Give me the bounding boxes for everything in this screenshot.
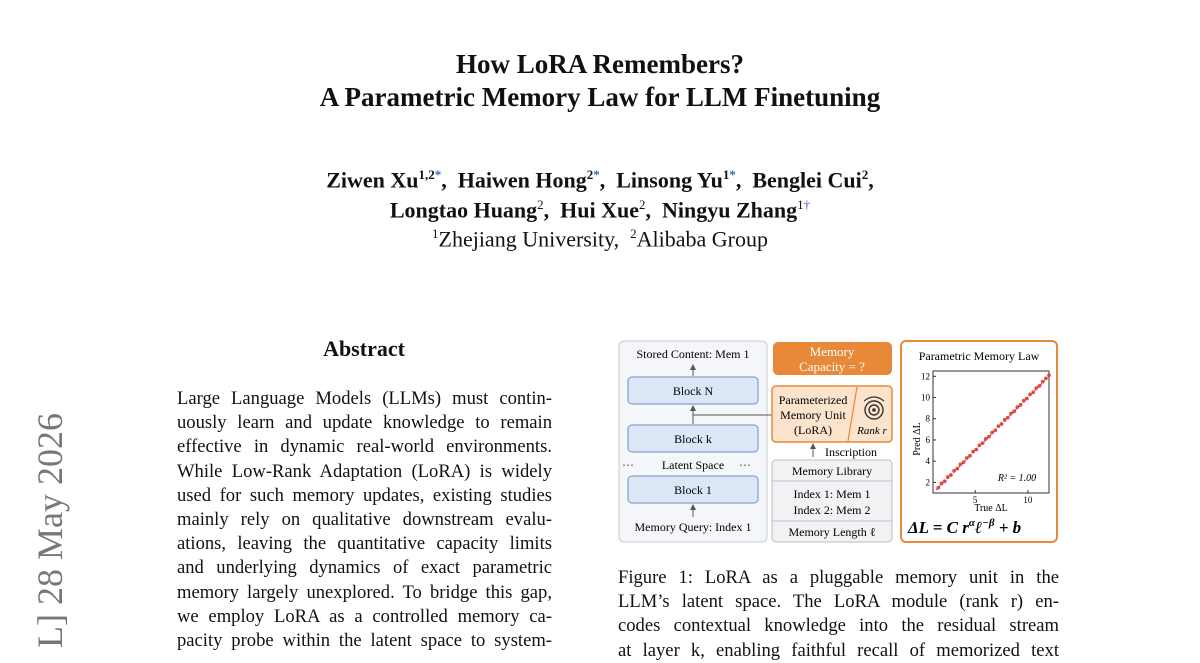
scatter-point — [1041, 380, 1045, 384]
memory-library-label: Memory Library — [791, 464, 873, 478]
lora-unit-line1: Parameterized — [778, 393, 848, 407]
author-name: Longtao Huang — [389, 197, 538, 223]
stored-content-label: Stored Content: Mem 1 — [636, 347, 750, 361]
scatter-point — [965, 456, 969, 460]
author-name: Linsong Yu — [616, 167, 723, 193]
scatter-point — [1006, 416, 1010, 420]
author-name: Benglei Cui — [752, 167, 862, 193]
scatter-point — [1034, 386, 1038, 390]
index-2-entry: Index 2: Mem 2 — [793, 503, 871, 517]
author-line-1: Ziwen $Xu^{1,2*}$, Haiwen Hong$^{2*}$, Linsong $Yu^{1*}$, Benglei Cui$^2$, — [326, 167, 874, 193]
scatter-point — [940, 482, 944, 486]
scatter-point — [1044, 377, 1048, 381]
scatter-point — [968, 454, 972, 458]
formula-main: ΔL = C r — [908, 518, 969, 537]
author-name: Ningyu Zhang — [662, 197, 798, 223]
affil-sup: 2 — [630, 226, 637, 241]
scatter-point — [993, 429, 997, 433]
scatter-point — [1019, 403, 1023, 407]
author-mark: * — [729, 167, 736, 182]
y-tick-label: 10 — [921, 392, 930, 403]
scatter-point — [987, 435, 991, 439]
memory-law-formula — [907, 517, 1021, 537]
block-n-label: Block N — [672, 384, 714, 398]
scatter-point — [1025, 397, 1029, 401]
author-mark: * — [593, 167, 600, 182]
memory-law-plot — [912, 371, 1051, 514]
scatter-point — [996, 424, 1000, 428]
scatter-point — [1003, 418, 1007, 422]
scatter-point — [936, 486, 940, 490]
paper-title-line-2: A Parametric Memory Law for LLM Finetuning — [319, 82, 881, 112]
inscription-label: Inscription — [825, 445, 877, 459]
lora-unit-line2: Memory Unit — [780, 408, 846, 422]
scatter-point — [962, 460, 966, 464]
caption-line: at layer k, enabling faithful recall of memorized text — [618, 639, 1059, 661]
abstract-line: While Low-Rank Adaptation (LoRA) is widely — [177, 460, 552, 482]
affil-sup: 1 — [432, 226, 439, 241]
latent-space-label: Latent Space — [661, 458, 725, 472]
formula-alpha: α — [968, 517, 975, 529]
scatter-point — [1012, 409, 1016, 413]
scatter-point — [1047, 373, 1051, 377]
formula-beta: −β — [982, 517, 995, 529]
abstract-heading: Abstract — [323, 336, 405, 361]
affiliation-1: Zhejiang University, — [438, 226, 620, 252]
abstract-line: uously learn and update knowledge to remain — [177, 412, 552, 434]
abstract-line: memory largely unexplored. To bridge this gap, — [177, 581, 552, 603]
ellipsis-right: ⋯ — [739, 458, 751, 472]
scatter-point — [955, 467, 959, 471]
author-affil-sup: 2 — [639, 197, 646, 212]
scatter-point — [1015, 405, 1019, 409]
memory-law-title: Parametric Memory Law — [918, 349, 1040, 363]
abstract-line: mainly rely on qualitative downstream evalu- — [177, 509, 552, 531]
author-affil-sup: 1 — [797, 197, 804, 212]
memory-capacity-line2: Capacity = ? — [799, 359, 865, 374]
author-affil-sup: 1 — [722, 167, 730, 182]
scatter-point — [984, 437, 988, 441]
scatter-point — [1038, 384, 1042, 388]
author-affil-sup: 2 — [586, 167, 594, 182]
scatter-point — [949, 473, 953, 477]
caption-line: LLM’s latent space. The LoRA module (rank r) en- — [618, 591, 1059, 613]
formula-ell: ℓ — [974, 518, 983, 537]
y-tick-label: 4 — [925, 456, 930, 467]
r-squared-annotation: R² = 1.00 — [997, 473, 1037, 484]
y-axis-label: Pred ΔL — [912, 422, 923, 456]
scatter-point — [1000, 422, 1004, 426]
scatter-point — [981, 441, 985, 445]
scatter-point — [1022, 399, 1026, 403]
formula-b: + b — [994, 518, 1022, 537]
affiliations — [0, 219, 1200, 254]
author-mark: * — [434, 167, 442, 182]
scatter-point — [952, 469, 956, 473]
abstract-line: pacity probe within the latent space to system- — [177, 630, 552, 652]
formula-text — [907, 517, 1021, 537]
ellipsis-left: ⋯ — [622, 458, 634, 472]
y-tick-label: 8 — [925, 413, 930, 424]
author-affil-sup: 1,2 — [418, 167, 435, 182]
abstract-line: effective in dynamic real-world environments. — [177, 436, 552, 458]
scatter-point — [1028, 392, 1032, 396]
memory-query-label: Memory Query: Index 1 — [634, 520, 752, 534]
abstract-line: and underlying dynamics of exact parametric — [177, 557, 552, 579]
author-affil-sup: 2 — [861, 167, 869, 182]
block-1-label: Block 1 — [674, 483, 712, 497]
abstract-line: used for such memory updates, existing studies — [177, 484, 552, 506]
x-tick-label: 10 — [1023, 495, 1033, 505]
block-k-label: Block k — [674, 432, 712, 446]
index-1-entry: Index 1: Mem 1 — [793, 487, 871, 501]
memory-capacity-line1: Memory — [809, 344, 855, 359]
scatter-point — [974, 448, 978, 452]
abstract-line: we employ LoRA as a controlled memory ca- — [177, 605, 552, 627]
figure-1 — [617, 339, 1059, 546]
scatter-point — [1009, 412, 1013, 416]
author-affil-sup: 2 — [537, 197, 544, 212]
author-name: Haiwen Hong — [457, 167, 587, 193]
author-name: Ziwen Xu — [326, 167, 419, 193]
caption-line: Figure 1: LoRA as a pluggable memory unit in the — [618, 567, 1059, 588]
author-mark: † — [803, 197, 811, 212]
y-tick-label: 12 — [921, 371, 930, 382]
figure-1-diagram — [617, 339, 1059, 546]
lora-unit-line3: (LoRA) — [794, 423, 832, 437]
paper-title-line-1: How LoRA Remembers? — [456, 49, 744, 79]
scatter-point — [943, 479, 947, 483]
memory-length-label: Memory Length ℓ — [788, 525, 876, 539]
figure-caption — [618, 566, 1059, 663]
scatter-point — [971, 450, 975, 454]
y-tick-label: 6 — [925, 434, 930, 445]
x-tick-label: 5 — [972, 495, 978, 505]
abstract-line: ations, leaving the quantitative capacity limits — [177, 533, 552, 555]
affiliation-2: Alibaba Group — [636, 226, 768, 252]
scatter-point — [978, 443, 982, 447]
scatter-point — [1031, 390, 1035, 394]
abstract-body — [177, 387, 552, 653]
scatter-point — [959, 462, 963, 466]
x-axis-label: True ΔL — [974, 503, 1008, 514]
rank-label: Rank r — [857, 425, 887, 437]
author-name: Hui Xue — [560, 197, 640, 223]
author-line-2: Longtao Huang$^2$, Hui Xue$^2$, Ningyu Zhang$^{1\dagger}$ — [389, 197, 811, 223]
scatter-point — [946, 475, 950, 479]
arxiv-sidebar-stamp: L] 28 May 2026 — [30, 413, 70, 648]
caption-line: codes contextual knowledge into the residual stream — [618, 615, 1059, 637]
abstract-line: Large Language Models (LLMs) must contin- — [177, 388, 552, 409]
scatter-point — [990, 431, 994, 435]
y-tick-label: 2 — [925, 477, 930, 488]
